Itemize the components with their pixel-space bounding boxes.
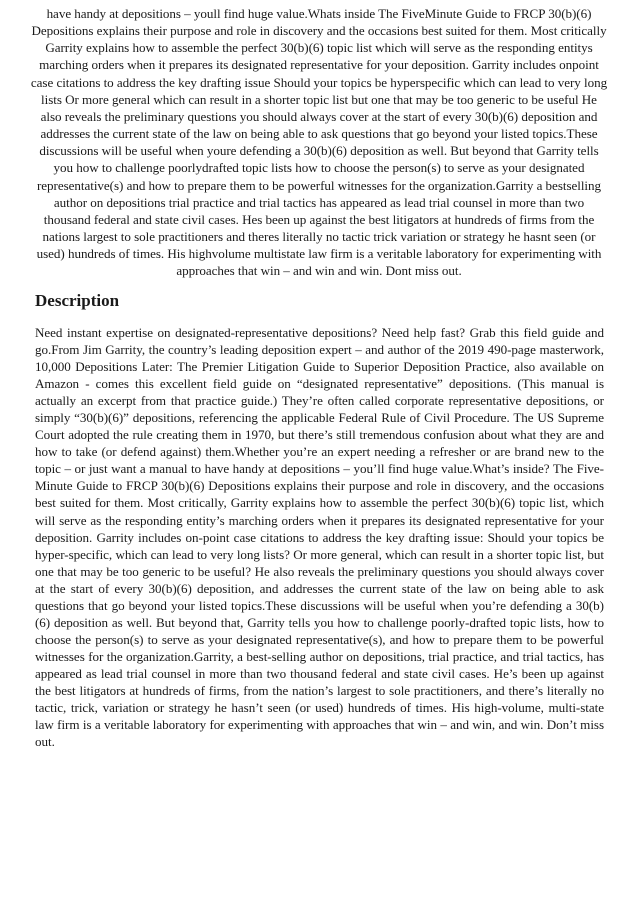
description-body: Need instant expertise on designated-representative depositions? Need help fast? Grab this field guide and go.From Jim Garrity, the country’s leading deposition expert – and author of the 2019 490-page masterwork, 10,000 Depositions Later: The Premier Litigation Guide to Superior Deposition Practice, also available on Amazon - comes this excellent field guide on “designated representative” depositions. (This manual is actually an excerpt from that practice guide.) They’re often called corporate representative depositions, or simply “30(b)(6)” depositions, referencing the applicable Federal Rule of Civil Procedure. The US Supreme Court adopted the rule creating them in 1970, but there’s still tremendous confusion about what they are and how to take (or defend against) them.Whether you’re an expert needing a refresher or are brand new to the topic – or just want a manual to have handy at depositions – you’ll find huge value.What’s inside? The Five-Minute Guide to FRCP 30(b)(6) Depositions explains their purpose and role in discovery, and the occasions best suited for them. Most critically, Garrity explains how to assemble the perfect 30(b)(6) topic list, which will serve as the responding entity’s marching orders when it prepares its designated representative for your deposition. Garrity includes on-point case citations to address the key drafting issue: Should your topics be hyper-specific, which can lead to very long lists? Or more general, which can result in a shorter topic list, but one that may be too generic to be useful? He also reveals the preliminary questions you should always cover at the start of every 30(b)(6) deposition, and addresses the current state of the law on being able to ask questions that go beyond your listed topics.These discussions will be useful when you’re defending a 30(b)(6) deposition as well. But beyond that, Garrity tells you how to challenge poorly-drafted topic lists, how to choose the person(s) to serve as your designated representative(s), and how to prepare them to be powerful witnesses for the organization.Garrity, a best-selling author on depositions, trial practice, and trial tactics, has appeared as lead trial counsel in more than two thousand federal and state civil cases. He’s been up against the best litigators at hundreds of firms, from the nation’s largest to sole practitioners, and there’s literally no tactic, trick, variation or strategy he hasn’t seen (or used) hundreds of times. His high-volume, multi-state law firm is a veritable laboratory for experimenting with approaches that win – and win, and win. Don’t miss out. [35,325,604,750]
intro-paragraph: have handy at depositions – youll find huge value.Whats inside The FiveMinute Guide to FRCP 30(b)(6) Depositions explains their purpose and role in discovery and the occasions best suited for them. Most critically Garrity explains how to assemble the perfect 30(b)(6) topic list which will serve as the responding entitys marching orders when it prepares its designated representative for your deposition. Garrity includes onpoint case citations to address the key drafting issue Should your topics be hyperspecific which can lead to very long lists Or more general which can result in a shorter topic list but one that may be too generic to be useful He also reveals the preliminary questions you should always cover at the start of every 30(b)(6) deposition and addresses the current state of the law on being able to ask questions that go beyond your listed topics.These discussions will be useful when youre defending a 30(b)(6) deposition as well. But beyond that Garrity tells you how to challenge poorlydrafted topic lists how to choose the person(s) to serve as your designated representative(s) and how to prepare them to be powerful witnesses for the organization.Garrity a bestselling author on depositions trial practice and trial tactics has appeared as lead trial counsel in more than two thousand federal and state civil cases. Hes been up against the best litigators at hundreds of firms from the nations largest to sole practitioners and theres literally no tactic trick variation or strategy he hasnt seen (or used) hundreds of times. His highvolume multistate law firm is a veritable laboratory for experimenting with approaches that win – and win and win. Dont miss out. [30,6,608,279]
description-heading: Description [35,291,120,310]
